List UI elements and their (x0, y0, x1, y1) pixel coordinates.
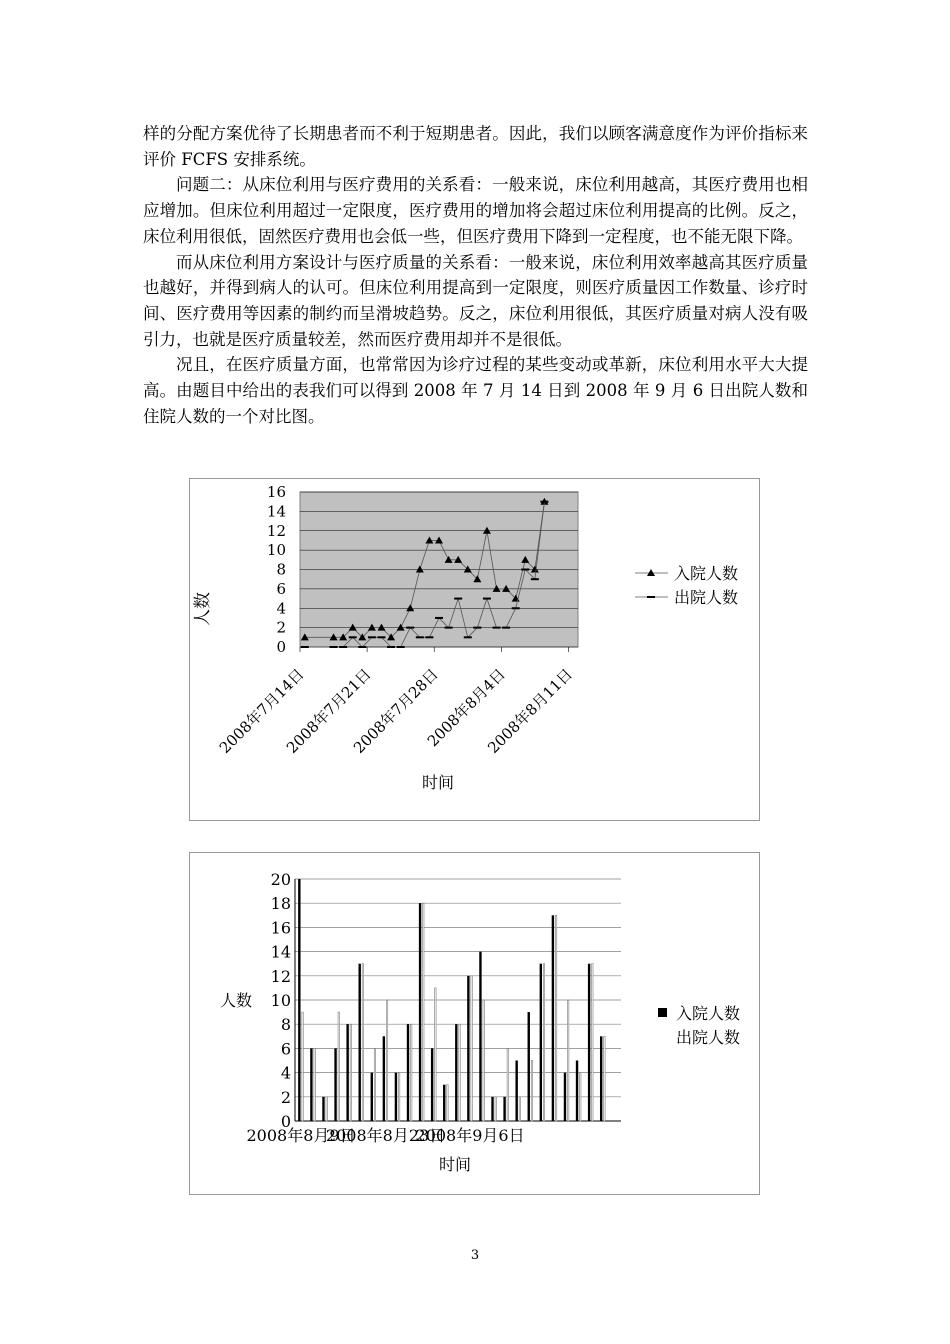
discharge-bar (435, 988, 436, 1121)
discharge-point (368, 636, 376, 638)
y-tick-label: 4 (280, 1063, 291, 1083)
line-chart-svg (190, 479, 759, 820)
discharge-point (454, 598, 462, 600)
discharge-point (502, 627, 510, 629)
admission-discharge-bar-chart (189, 852, 760, 1195)
admission-bar (515, 1061, 517, 1122)
y-tick-label: 10 (266, 541, 286, 560)
x-tick-label: 2008年8月4日 (423, 665, 509, 751)
y-tick-label: 18 (270, 894, 291, 914)
admission-bar (503, 1097, 505, 1121)
paragraph-2: 问题二：从床位利用与医疗费用的关系看：一般来说，床位利用越高，其医疗费用也相应增加。但床位利用超过一定限度，医疗费用的增加将会超过床位利用提高的比例。反之，床位利用很低，固然医疗费用也会低一些，但医疗费用下降到一定程度，也不能无限下降。 (143, 175, 808, 246)
admission-bar (346, 1024, 348, 1121)
y-tick-label: 0 (276, 638, 286, 656)
y-tick-label: 0 (280, 1112, 291, 1131)
legend-discharge-label: 出院人数 (674, 588, 739, 607)
discharge-bar (423, 903, 424, 1121)
admission-bar (419, 903, 421, 1121)
x-tick-label: 2008年7月28日 (350, 665, 442, 757)
discharge-bar (338, 1012, 339, 1121)
x-axis-label: 时间 (421, 773, 455, 792)
discharge-bar (519, 1097, 520, 1121)
admission-bar (552, 915, 554, 1121)
admission-bar (395, 1073, 397, 1121)
legend-discharge-marker (647, 596, 655, 598)
discharge-point (349, 636, 357, 638)
paragraph-3: 而从床位利用方案设计与医疗质量的关系看：一般来说，床位利用效率越高其医疗质量也越好，并得到病人的认可。但床位利用提高到一定限度，则医疗质量因工作数量、诊疗时间、医疗费用等因素的制约而呈滑坡趋势。反之，床位利用很低，其医疗质量对病人没有吸引力，也就是医疗质量较差，然而医疗费用却并不是很低。 (143, 252, 808, 349)
legend-admission-marker (658, 1008, 667, 1017)
discharge-bar (459, 1024, 460, 1121)
y-tick-label: 8 (280, 1015, 291, 1035)
admission-bar (564, 1073, 566, 1121)
discharge-bar (567, 1000, 568, 1121)
y-tick-label: 2 (276, 618, 286, 637)
discharge-point (377, 636, 385, 638)
admission-bar (383, 1036, 385, 1121)
discharge-point (473, 627, 481, 629)
admission-bar (479, 952, 481, 1121)
admission-bar (407, 1024, 409, 1121)
y-tick-label: 20 (270, 870, 291, 889)
discharge-bar (604, 1036, 605, 1121)
discharge-bar (350, 1024, 351, 1121)
admission-bar (298, 879, 300, 1121)
paragraph-4: 况且，在医疗质量方面，也常常因为诊疗过程的某些变动或革新，床位利用水平大大提高。由题目中给出的表我们可以得到 2008 年 7 月 14 日到 2008 年 9 月 6 日出院人数和住院人数的一个对比图。 (143, 355, 808, 426)
discharge-point (512, 607, 520, 609)
discharge-bar (471, 976, 472, 1121)
discharge-bar (411, 1024, 412, 1121)
admission-bar (576, 1061, 578, 1122)
admission-bar (467, 976, 469, 1121)
discharge-bar (314, 1048, 315, 1121)
discharge-point (435, 617, 443, 619)
admission-bar (334, 1048, 336, 1121)
discharge-point (416, 636, 424, 638)
discharge-bar (531, 1061, 532, 1122)
y-tick-label: 10 (270, 991, 291, 1010)
discharge-point (301, 646, 309, 648)
discharge-bar (398, 1073, 399, 1121)
admission-bar (588, 964, 590, 1121)
admission-bar (455, 1024, 457, 1121)
admission-bar (322, 1097, 324, 1121)
admission-bar (540, 964, 542, 1121)
discharge-bar (543, 964, 544, 1121)
admission-bar (371, 1073, 373, 1121)
discharge-point (493, 627, 501, 629)
y-axis-label: 人数 (193, 592, 213, 626)
y-tick-label: 14 (266, 502, 286, 521)
x-tick-label: 2008年8月9日 (246, 1126, 356, 1145)
body-text (143, 121, 808, 429)
discharge-bar (386, 1000, 387, 1121)
admission-bar (443, 1085, 445, 1121)
bar-chart-svg (190, 853, 759, 1194)
discharge-point (531, 578, 539, 580)
admission-bar (600, 1036, 602, 1121)
paragraph-1: 样的分配方案优待了长期患者而不利于短期患者。因此，我们以顾客满意度作为评价指标来评价 FCFS 安排系统。 (143, 124, 808, 169)
admission-bar (431, 1048, 433, 1121)
y-tick-label: 2 (280, 1087, 291, 1107)
admission-bar (359, 964, 361, 1121)
y-tick-label: 12 (266, 521, 286, 540)
y-tick-label: 14 (270, 942, 291, 962)
discharge-point (358, 646, 366, 648)
admission-bar (528, 1012, 530, 1121)
y-tick-label: 8 (276, 560, 286, 579)
discharge-point (445, 627, 453, 629)
discharge-point (339, 646, 347, 648)
discharge-point (425, 636, 433, 638)
discharge-point (397, 646, 405, 648)
discharge-point (540, 501, 548, 503)
discharge-point (521, 569, 529, 571)
x-tick-label: 2008年7月14日 (215, 665, 308, 757)
discharge-bar (495, 1097, 496, 1121)
legend-admission-label: 入院人数 (674, 564, 739, 583)
discharge-bar (447, 1085, 448, 1121)
admission-discharge-line-chart (189, 478, 760, 821)
discharge-bar (592, 964, 593, 1121)
discharge-point (330, 646, 338, 648)
x-tick-label: 2008年9月6日 (415, 1126, 525, 1145)
discharge-point (483, 598, 491, 600)
discharge-bar (507, 1048, 508, 1121)
discharge-bar (555, 915, 556, 1121)
x-tick-label: 2008年7月21日 (282, 665, 375, 757)
y-tick-label: 16 (270, 918, 291, 938)
x-axis-label: 时间 (438, 1155, 472, 1174)
y-tick-label: 12 (270, 966, 291, 986)
discharge-point (387, 646, 395, 648)
discharge-bar (362, 964, 363, 1121)
admission-bar (491, 1097, 493, 1121)
y-tick-label: 4 (276, 599, 286, 618)
y-axis-label: 人数 (220, 991, 253, 1010)
admission-bar (310, 1048, 312, 1121)
discharge-bar (374, 1048, 375, 1121)
y-tick-label: 16 (266, 483, 286, 501)
discharge-bar (302, 1012, 303, 1121)
y-tick-label: 6 (276, 579, 286, 598)
discharge-bar (326, 1097, 327, 1121)
x-tick-label: 2008年8月11日 (484, 665, 577, 757)
discharge-point (406, 627, 414, 629)
discharge-bar (483, 1000, 484, 1121)
x-tick-label: 2008年8月23日 (325, 1126, 446, 1145)
discharge-point (464, 636, 472, 638)
page-number: 3 (470, 1248, 480, 1263)
y-tick-label: 6 (280, 1039, 291, 1059)
legend-admission-label: 入院人数 (676, 1004, 741, 1023)
legend-discharge-label: 出院人数 (676, 1028, 741, 1047)
discharge-bar (580, 1073, 581, 1121)
